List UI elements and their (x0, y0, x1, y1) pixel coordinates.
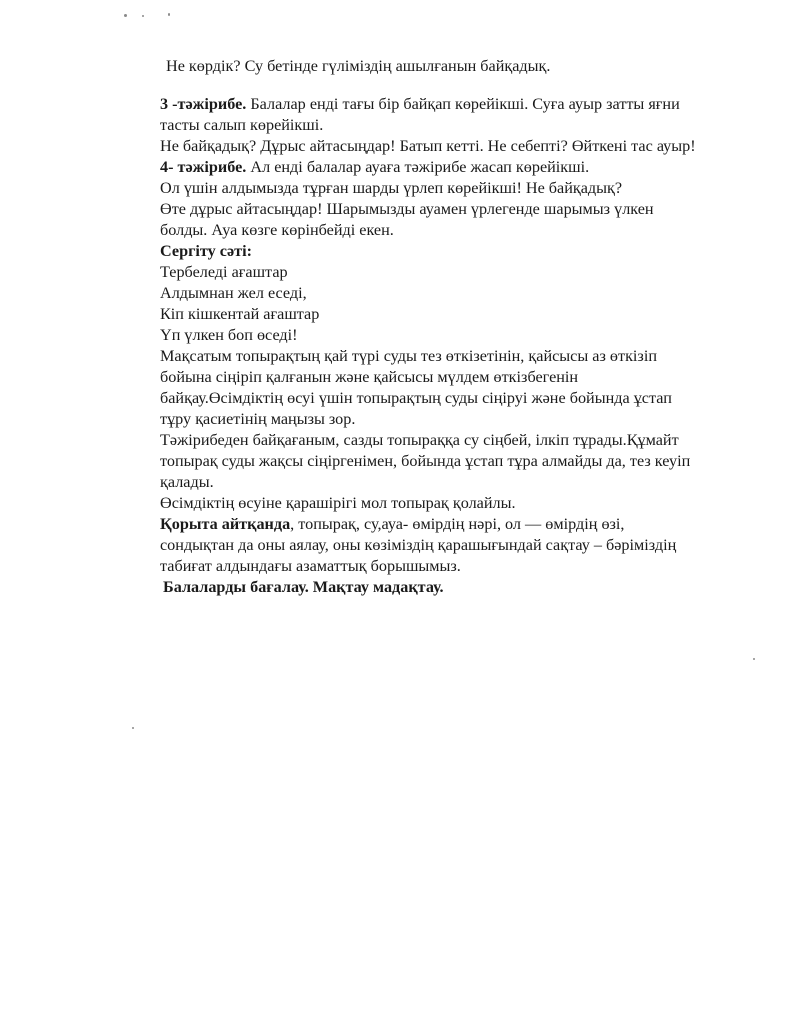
scan-speck (132, 727, 134, 729)
experiment-4-line-2: Ол үшін алдымызда тұрған шарды үрлеп көрейікші! Не байқадық? (160, 179, 623, 197)
body-line: Өсімдіктің өсуіне қарашірігі мол топырақ қолайлы. (160, 494, 516, 512)
closing-line (160, 577, 760, 598)
scan-speck (168, 13, 170, 16)
body-line: Тәжірибеден байқағаным, сазды топыраққа су сіңбей, ілкіп тұрады.Құмайт (160, 431, 679, 449)
sergitu-heading (160, 241, 760, 262)
body-line: байқау.Өсімдіктің өсуі үшін топырақтың суды сіңіруі және бойында ұстап (160, 389, 672, 407)
body-line: қалады. (160, 473, 214, 491)
conclusion-line-1 (160, 514, 760, 535)
verse-line: Алдымнан жел еседі, (160, 284, 307, 302)
experiment-3-text: Балалар енді тағы бір байқап көрейікші. Суға ауыр затты яғни (246, 95, 680, 113)
conclusion-line-2: сондықтан да оны аялау, оны көзіміздің қарашығындай сақтау – бәріміздің (160, 536, 677, 554)
scan-speck (142, 15, 144, 17)
verse-line: Кіп кішкентай ағаштар (160, 305, 320, 323)
experiment-4-line-1 (160, 157, 760, 178)
experiment-4-line-3: Өте дұрыс айтасыңдар! Шарымызды ауамен үрлегенде шарымыз үлкен (160, 200, 654, 218)
verse-line: Үп үлкен боп өседі! (160, 326, 298, 344)
blank-line (160, 77, 760, 94)
body-line: топырақ суды жақсы сіңіргенімен, бойында ұстап тұра алмайды да, тез кеуіп (160, 452, 691, 470)
conclusion-heading: Қорыта айтқанда (160, 515, 291, 533)
closing-text: Балаларды бағалау. Мақтау мадақтау. (163, 578, 444, 596)
body-line: тұру қасиетінің маңызы зор. (160, 410, 356, 428)
experiment-4-text: Ал енді балалар ауаға тәжірибе жасап көрейікші. (246, 158, 590, 176)
body-line: бойына сіңіріп қалғанын және қайсысы мүлдем өткізбегенін (160, 368, 579, 386)
sergitu-heading-text: Сергіту сәті: (160, 242, 253, 260)
scan-speck (124, 14, 127, 17)
experiment-3-line-2: тасты салып көрейікші. (160, 116, 324, 134)
experiment-3-line-1 (160, 94, 760, 115)
document-text (160, 56, 760, 598)
verse-line: Тербеледі ағаштар (160, 263, 288, 281)
experiment-3-line-3: Не байқадық? Дұрыс айтасыңдар! Батып кетті. Не себепті? Өйткені тас ауыр! (160, 137, 696, 155)
experiment-4-heading: 4- тәжірибе. (160, 158, 247, 176)
scan-speck (753, 658, 755, 660)
conclusion-line-3: табиғат алдындағы азаматтық борышымыз. (160, 557, 461, 575)
paragraph-observation: Не көрдік? Су бетінде гүліміздің ашылғанын байқадық. (166, 57, 551, 75)
conclusion-text: , топырақ, су,ауа- өмірдің нәрі, ол — өмірдің өзі, (290, 515, 625, 533)
experiment-4-line-4: болды. Ауа көзге көрінбейді екен. (160, 221, 394, 239)
body-line: Мақсатым топырақтың қай түрі суды тез өткізетінін, қайсысы аз өткізіп (160, 347, 657, 365)
experiment-3-heading: 3 -тәжірибе. (160, 95, 247, 113)
